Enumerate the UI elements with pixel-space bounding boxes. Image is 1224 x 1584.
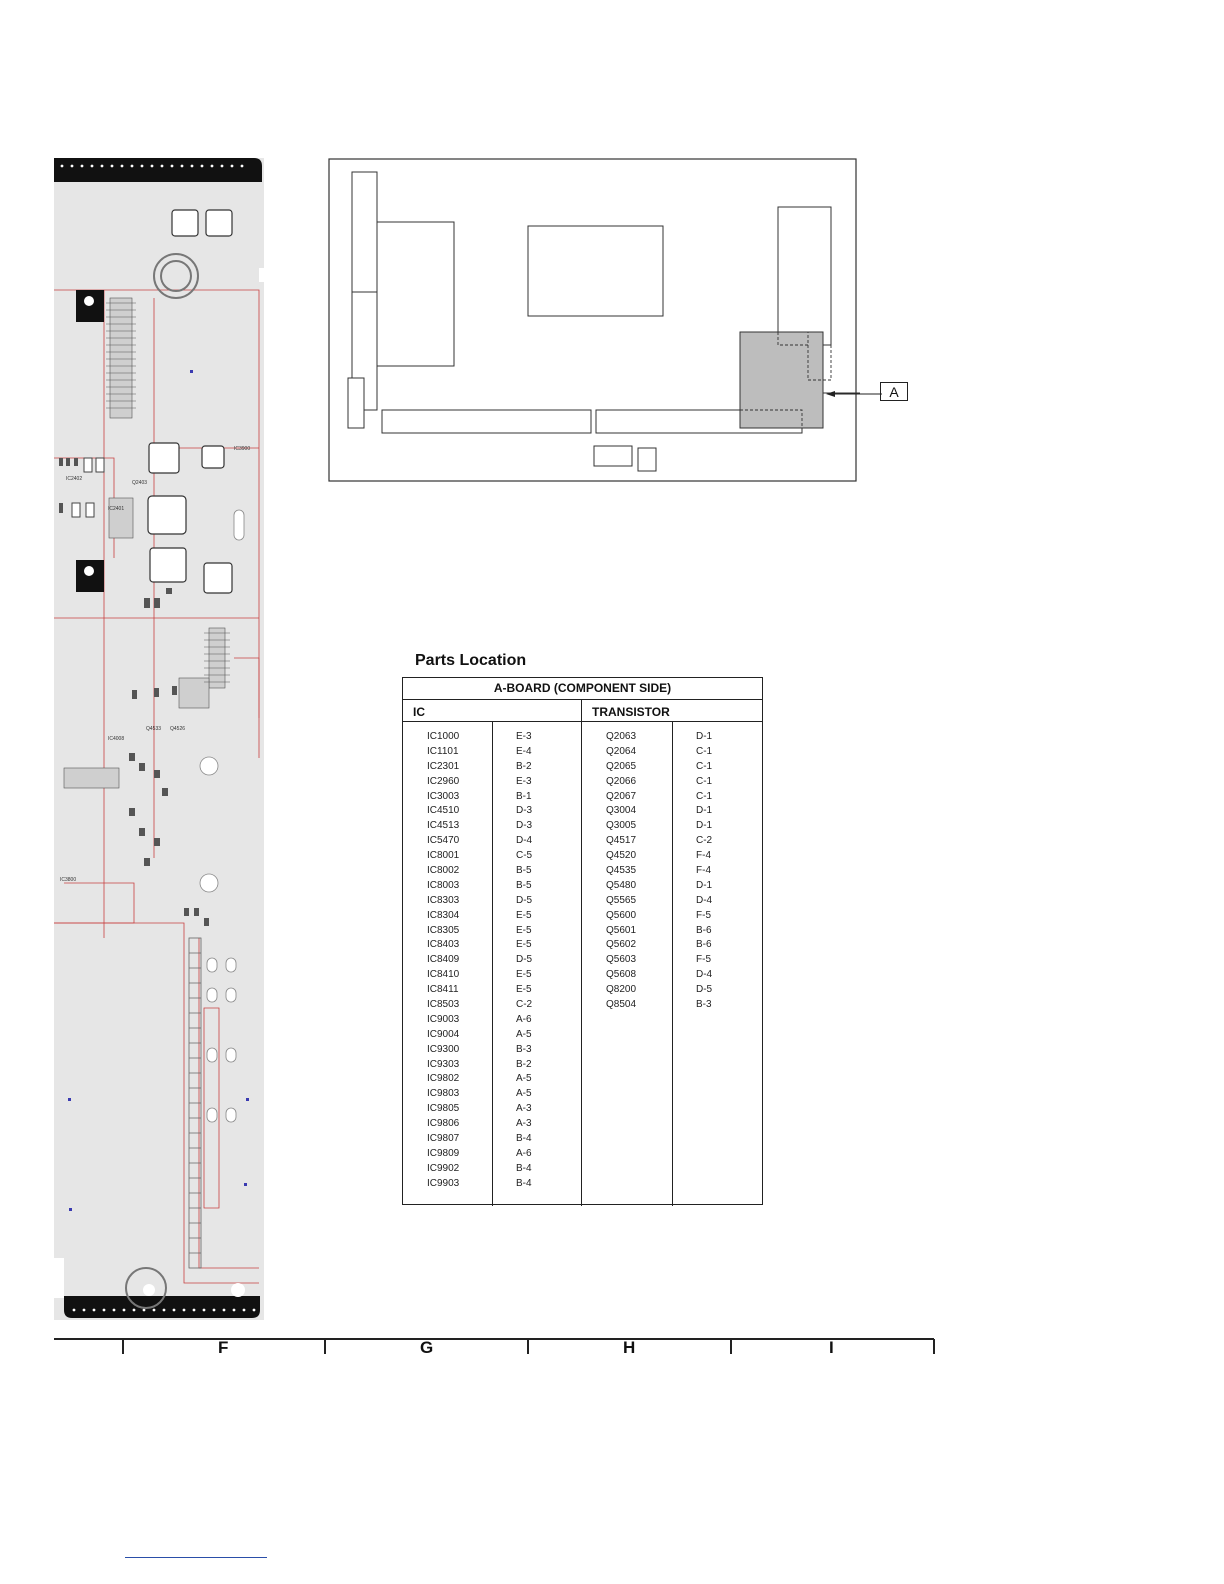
ic-part-cell: IC9802	[427, 1073, 460, 1085]
ic-location-cell: B-3	[516, 1043, 532, 1055]
ic-location-cell: D-5	[516, 954, 533, 966]
transistor-location-cell: D-1	[696, 820, 713, 832]
transistor-part-cell: Q3004	[606, 805, 637, 817]
transistor-part-cell: Q4535	[606, 865, 637, 877]
pcb-label-ic3900: IC3900	[234, 446, 251, 452]
transistor-part-cell: Q8504	[606, 999, 637, 1011]
ic-part-cell: IC8001	[427, 850, 460, 862]
transistor-part-cell: Q5602	[606, 939, 637, 951]
ic-part-cell: IC1000	[427, 731, 460, 742]
ic-part-cell: IC9803	[427, 1088, 460, 1100]
ic-location-cell: C-2	[516, 999, 533, 1011]
ic-part-cell: IC8411	[427, 984, 459, 996]
transistor-location-cell: C-2	[696, 835, 713, 847]
ic-location-cell: B-1	[516, 790, 532, 802]
ic-part-cell: IC8409	[427, 954, 460, 966]
transistor-location-cell: C-1	[696, 790, 713, 802]
ic-part-cell: IC9806	[427, 1118, 460, 1130]
parts-location-table	[402, 677, 763, 1205]
ic-location-cell: A-5	[516, 1028, 532, 1040]
ic-location-cell: B-4	[516, 1177, 532, 1189]
callout-label: A	[889, 384, 899, 400]
board-title: A-BOARD (COMPONENT SIDE)	[403, 678, 762, 700]
ic-location-cell: E-5	[516, 909, 532, 921]
ic-location-cell: E-5	[516, 969, 532, 981]
pcb-label-ic4008: IC4008	[108, 736, 125, 742]
ic-part-cell: IC5470	[427, 835, 460, 847]
parts-location-title: Parts Location	[415, 652, 527, 669]
ic-part-cell: IC8410	[427, 969, 460, 981]
pcb-label-ic2401: IC2401	[108, 506, 125, 512]
ic-location-cell: D-4	[516, 835, 533, 847]
transistor-location-cell: B-6	[696, 924, 712, 936]
ic-location-cell: D-5	[516, 894, 533, 906]
ic-part-cell: IC9303	[427, 1058, 460, 1070]
transistor-part-cell: Q2066	[606, 775, 637, 787]
ic-part-cell: IC2301	[427, 760, 460, 772]
ic-location-column	[516, 730, 532, 1192]
ic-part-cell: IC8003	[427, 879, 460, 891]
pcb-label-ic3800: IC3800	[60, 877, 77, 883]
pcb-label-q4526: Q4526	[170, 726, 186, 732]
pcb-label-ic2402: IC2402	[66, 476, 83, 482]
ic-location-cell: E-5	[516, 984, 532, 996]
ic-part-cell: IC9300	[427, 1043, 460, 1055]
transistor-location-cell: F-5	[696, 954, 711, 966]
ic-location-cell: A-3	[516, 1103, 532, 1115]
divider-ic-location	[492, 722, 493, 1206]
pcb-label-q2403: Q2403	[132, 480, 148, 486]
ic-location-cell: E-3	[516, 775, 532, 787]
ic-location-cell: B-4	[516, 1133, 532, 1145]
ic-location-cell: A-5	[516, 1088, 532, 1100]
grid-column-h: H	[623, 1338, 636, 1357]
ic-part-cell: IC8403	[427, 939, 460, 951]
transistor-part-cell: Q5603	[606, 954, 637, 966]
transistor-header: TRANSISTOR	[582, 700, 762, 722]
ic-location-cell: B-4	[516, 1162, 532, 1174]
divider-transistor-location	[672, 722, 673, 1206]
transistor-location-cell: D-1	[696, 731, 713, 742]
transistor-part-cell: Q4517	[606, 835, 637, 847]
transistor-location-cell: D-5	[696, 984, 713, 996]
transistor-location-cell: B-6	[696, 939, 712, 951]
ic-part-column	[427, 730, 459, 1192]
transistor-part-cell: Q3005	[606, 820, 637, 832]
divider-ic-transistor	[581, 700, 582, 1206]
transistor-part-cell: Q4520	[606, 850, 637, 862]
transistor-location-cell: D-1	[696, 879, 713, 891]
ic-part-cell: IC8305	[427, 924, 460, 936]
ic-location-cell: D-3	[516, 805, 533, 817]
ic-location-cell: B-2	[516, 1058, 532, 1070]
pcb-label-q4533: Q4533	[146, 726, 162, 732]
transistor-part-column	[606, 730, 636, 1013]
ic-header: IC	[403, 700, 582, 722]
transistor-part-cell: Q2067	[606, 790, 637, 802]
transistor-location-cell: C-1	[696, 760, 713, 772]
ic-part-cell: IC8503	[427, 999, 460, 1011]
transistor-location-cell: C-1	[696, 745, 713, 757]
transistor-part-cell: Q5601	[606, 924, 637, 936]
transistor-part-cell: Q2063	[606, 731, 637, 742]
ic-part-cell: IC1101	[427, 745, 459, 757]
transistor-location-column	[696, 730, 712, 1013]
transistor-location-cell: F-4	[696, 850, 711, 862]
ic-part-cell: IC2960	[427, 775, 460, 787]
grid-ruler	[54, 1334, 938, 1364]
ic-location-cell: B-2	[516, 760, 532, 772]
ic-location-cell: C-5	[516, 850, 533, 862]
transistor-location-cell: F-5	[696, 909, 711, 921]
transistor-part-cell: Q5608	[606, 969, 637, 981]
transistor-part-cell: Q2065	[606, 760, 637, 772]
ic-part-cell: IC8303	[427, 894, 460, 906]
ic-part-cell: IC9903	[427, 1177, 460, 1189]
ic-location-cell: A-5	[516, 1073, 532, 1085]
ic-location-cell: E-5	[516, 924, 532, 936]
grid-column-g: G	[420, 1338, 434, 1357]
ic-part-cell: IC4513	[427, 820, 460, 832]
transistor-part-cell: Q5480	[606, 879, 637, 891]
ic-part-cell: IC3003	[427, 790, 460, 802]
transistor-part-cell: Q8200	[606, 984, 637, 996]
ic-part-cell: IC9902	[427, 1162, 460, 1174]
footer-rule	[125, 1557, 267, 1558]
ic-part-cell: IC8304	[427, 909, 460, 921]
transistor-part-cell: Q5600	[606, 909, 637, 921]
callout-arrow	[826, 388, 882, 400]
ic-part-cell: IC8002	[427, 865, 460, 877]
ic-location-cell: A-3	[516, 1118, 532, 1130]
ic-location-cell: E-4	[516, 745, 532, 757]
grid-column-f: F	[218, 1338, 229, 1357]
ic-part-cell: IC9805	[427, 1103, 460, 1115]
transistor-part-cell: Q2064	[606, 745, 637, 757]
ic-location-cell: B-5	[516, 879, 532, 891]
callout-label-box	[880, 382, 908, 401]
transistor-location-cell: F-4	[696, 865, 711, 877]
ic-part-cell: IC9807	[427, 1133, 460, 1145]
ic-location-cell: E-5	[516, 939, 532, 951]
ic-part-cell: IC9004	[427, 1028, 460, 1040]
ic-part-cell: IC9003	[427, 1013, 460, 1025]
transistor-part-cell: Q5565	[606, 894, 637, 906]
ic-part-cell: IC9809	[427, 1147, 460, 1159]
transistor-location-cell: D-4	[696, 969, 713, 981]
ic-location-cell: A-6	[516, 1013, 532, 1025]
transistor-location-cell: B-3	[696, 999, 712, 1011]
transistor-location-cell: C-1	[696, 775, 713, 787]
transistor-location-cell: D-1	[696, 805, 713, 817]
ic-location-cell: B-5	[516, 865, 532, 877]
transistor-location-cell: D-4	[696, 894, 713, 906]
pcb-component-layout	[54, 158, 264, 1320]
ic-part-cell: IC4510	[427, 805, 460, 817]
ic-location-cell: A-6	[516, 1147, 532, 1159]
grid-column-i: I	[829, 1338, 834, 1357]
board-overview-diagram	[328, 158, 860, 484]
ic-location-cell: E-3	[516, 731, 532, 742]
ic-location-cell: D-3	[516, 820, 533, 832]
